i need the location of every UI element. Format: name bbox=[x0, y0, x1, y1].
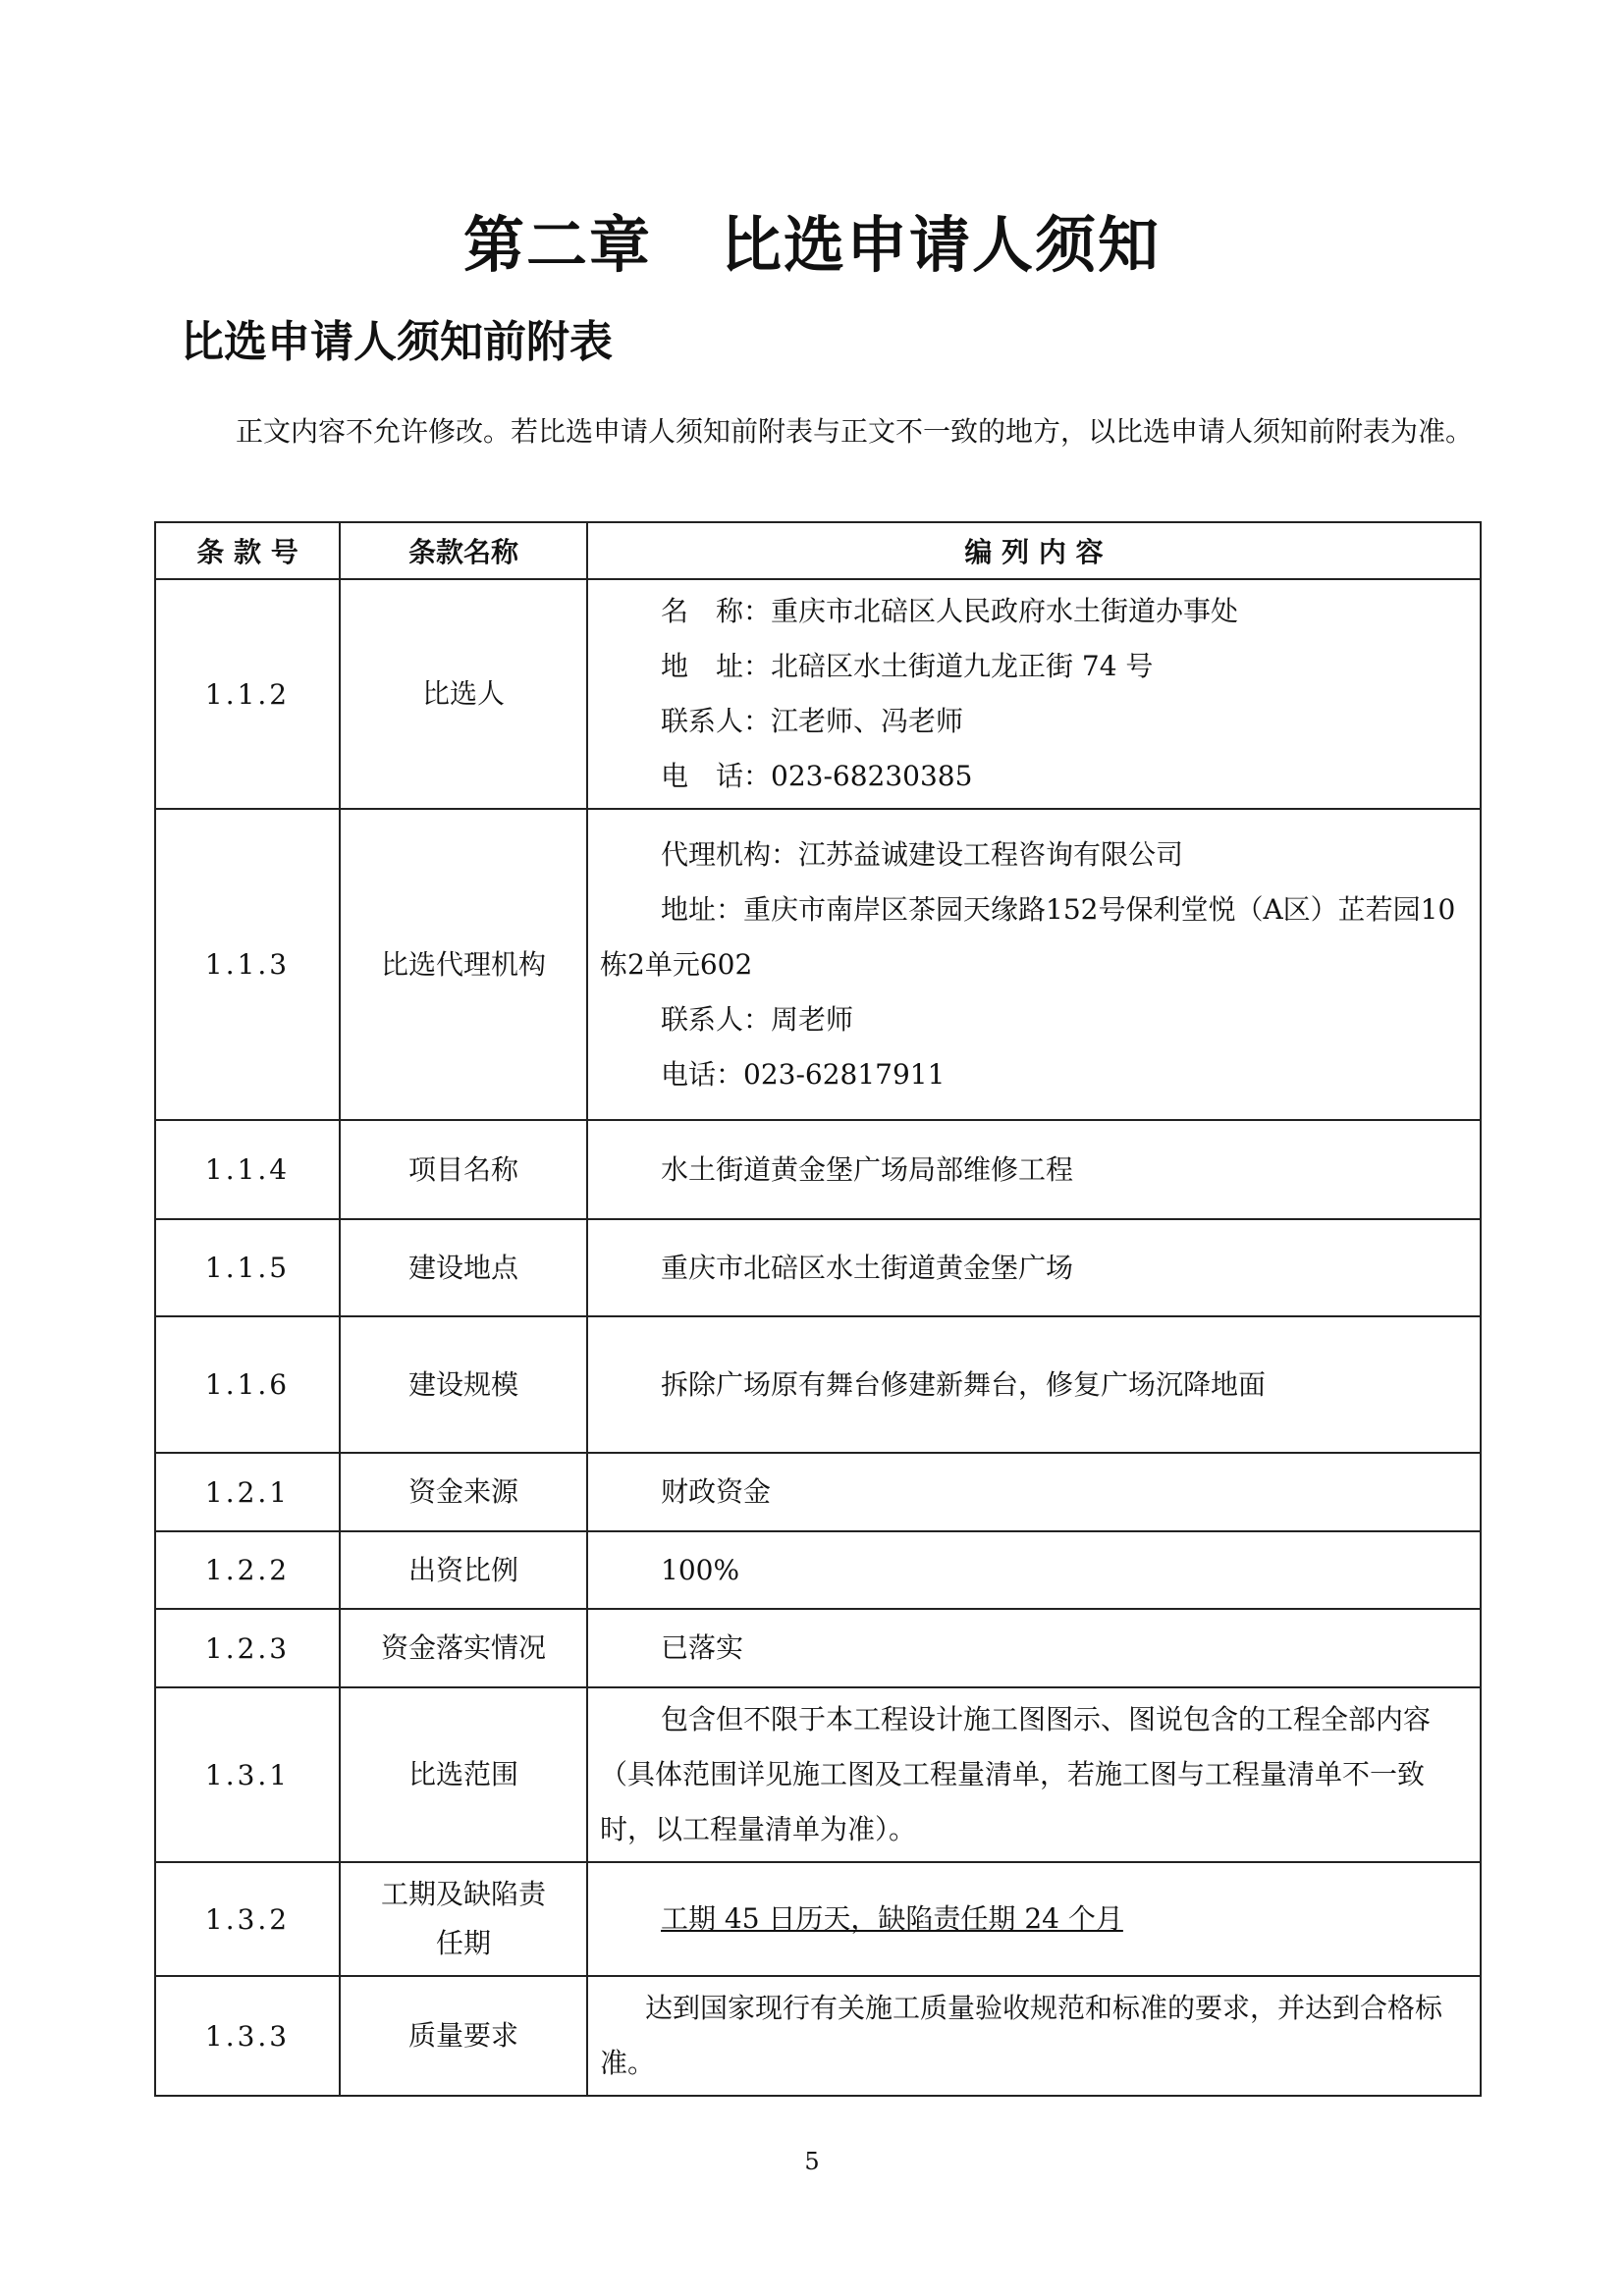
clause-no: 1.2.3 bbox=[155, 1609, 340, 1687]
content-line: 联系人：江老师、冯老师 bbox=[661, 705, 964, 737]
table-header-row bbox=[155, 522, 1481, 579]
clause-name: 建设地点 bbox=[340, 1219, 587, 1316]
content-line: 电话：023-62817911 bbox=[661, 1057, 946, 1091]
table-row bbox=[155, 1219, 1481, 1316]
content-line: 代理机构：江苏益诚建设工程咨询有限公司 bbox=[661, 837, 1184, 871]
clause-name: 比选人 bbox=[340, 579, 587, 809]
clause-name: 比选代理机构 bbox=[340, 809, 587, 1120]
table-row bbox=[155, 1862, 1481, 1976]
header-clause-no: 条 款 号 bbox=[155, 522, 340, 579]
clause-no: 1.1.2 bbox=[155, 579, 340, 809]
table-row bbox=[155, 1316, 1481, 1453]
chapter-title bbox=[0, 196, 1624, 284]
clause-content bbox=[587, 1609, 1481, 1687]
content-text: 财政资金 bbox=[661, 1475, 772, 1508]
prefix-table bbox=[154, 521, 1482, 2097]
clause-content bbox=[587, 1687, 1481, 1862]
table-row bbox=[155, 1976, 1481, 2096]
clause-content bbox=[587, 1976, 1481, 2096]
clause-name: 资金落实情况 bbox=[340, 1609, 587, 1687]
clause-name: 项目名称 bbox=[340, 1120, 587, 1219]
content-text: 拆除广场原有舞台修建新舞台，修复广场沉降地面 bbox=[661, 1367, 1267, 1401]
clause-name: 建设规模 bbox=[340, 1316, 587, 1453]
clause-name: 比选范围 bbox=[340, 1687, 587, 1862]
content-line: 地址：重庆市南岸区茶园天缘路152号保利堂悦（A区）芷若园10栋2单元602 bbox=[600, 892, 1456, 981]
clause-content bbox=[587, 1120, 1481, 1219]
clause-content bbox=[587, 1862, 1481, 1976]
clause-name-text: 工期及缺陷责任期 bbox=[380, 1878, 546, 1959]
chapter-name: 比选申请人须知 bbox=[721, 209, 1162, 281]
table-row bbox=[155, 1120, 1481, 1219]
table-row bbox=[155, 1453, 1481, 1531]
page-number: 5 bbox=[804, 2148, 820, 2175]
clause-no: 1.1.5 bbox=[155, 1219, 340, 1316]
section-title: 比选申请人须知前附表 bbox=[181, 317, 613, 367]
clause-name bbox=[340, 1862, 587, 1976]
table-row bbox=[155, 1609, 1481, 1687]
clause-content bbox=[587, 1453, 1481, 1531]
content-line: 电 话：023-68230385 bbox=[661, 760, 973, 792]
content-line: 联系人：周老师 bbox=[661, 1002, 854, 1036]
clause-content bbox=[587, 1316, 1481, 1453]
header-content: 编 列 内 容 bbox=[587, 522, 1481, 579]
content-text: 已落实 bbox=[661, 1631, 744, 1664]
clause-no: 1.2.1 bbox=[155, 1453, 340, 1531]
content-text bbox=[600, 1892, 1468, 1947]
clause-content bbox=[587, 809, 1481, 1120]
clause-no: 1.2.2 bbox=[155, 1531, 340, 1609]
content-text: 达到国家现行有关施工质量验收规范和标准的要求，并达到合格标准。 bbox=[600, 1992, 1443, 2079]
content-line: 地 址：北碚区水土街道九龙正街 74 号 bbox=[661, 650, 1154, 682]
content-text: 包含但不限于本工程设计施工图图示、图说包含的工程全部内容（具体范围详见施工图及工程量清单，若施工图与工程量清单不一致时，以工程量清单为准）。 bbox=[600, 1703, 1432, 1845]
table-row bbox=[155, 579, 1481, 809]
clause-no: 1.3.2 bbox=[155, 1862, 340, 1976]
clause-content bbox=[587, 1531, 1481, 1609]
clause-name: 资金来源 bbox=[340, 1453, 587, 1531]
clause-name: 出资比例 bbox=[340, 1531, 587, 1609]
clause-no: 1.1.6 bbox=[155, 1316, 340, 1453]
content-line: 名 称：重庆市北碚区人民政府水土街道办事处 bbox=[661, 595, 1239, 627]
table-row bbox=[155, 809, 1481, 1120]
intro-paragraph: 正文内容不允许修改。若比选申请人须知前附表与正文不一致的地方，以比选申请人须知前附表为准。 bbox=[236, 415, 1474, 448]
content-text: 100% bbox=[661, 1553, 740, 1586]
clause-no: 1.1.4 bbox=[155, 1120, 340, 1219]
clause-content bbox=[587, 1219, 1481, 1316]
content-text: 重庆市北碚区水土街道黄金堡广场 bbox=[661, 1251, 1074, 1284]
clause-no: 1.1.3 bbox=[155, 809, 340, 1120]
content-text: 水土街道黄金堡广场局部维修工程 bbox=[661, 1152, 1074, 1186]
table-row bbox=[155, 1687, 1481, 1862]
clause-content bbox=[587, 579, 1481, 809]
clause-no: 1.3.1 bbox=[155, 1687, 340, 1862]
table-row bbox=[155, 1531, 1481, 1609]
clause-no: 1.3.3 bbox=[155, 1976, 340, 2096]
clause-name: 质量要求 bbox=[340, 1976, 587, 2096]
chapter-number: 第二章 bbox=[462, 209, 652, 281]
content-underlined: 工期 45 日历天，缺陷责任期 24 个月 bbox=[661, 1902, 1123, 1935]
header-clause-name: 条款名称 bbox=[340, 522, 587, 579]
